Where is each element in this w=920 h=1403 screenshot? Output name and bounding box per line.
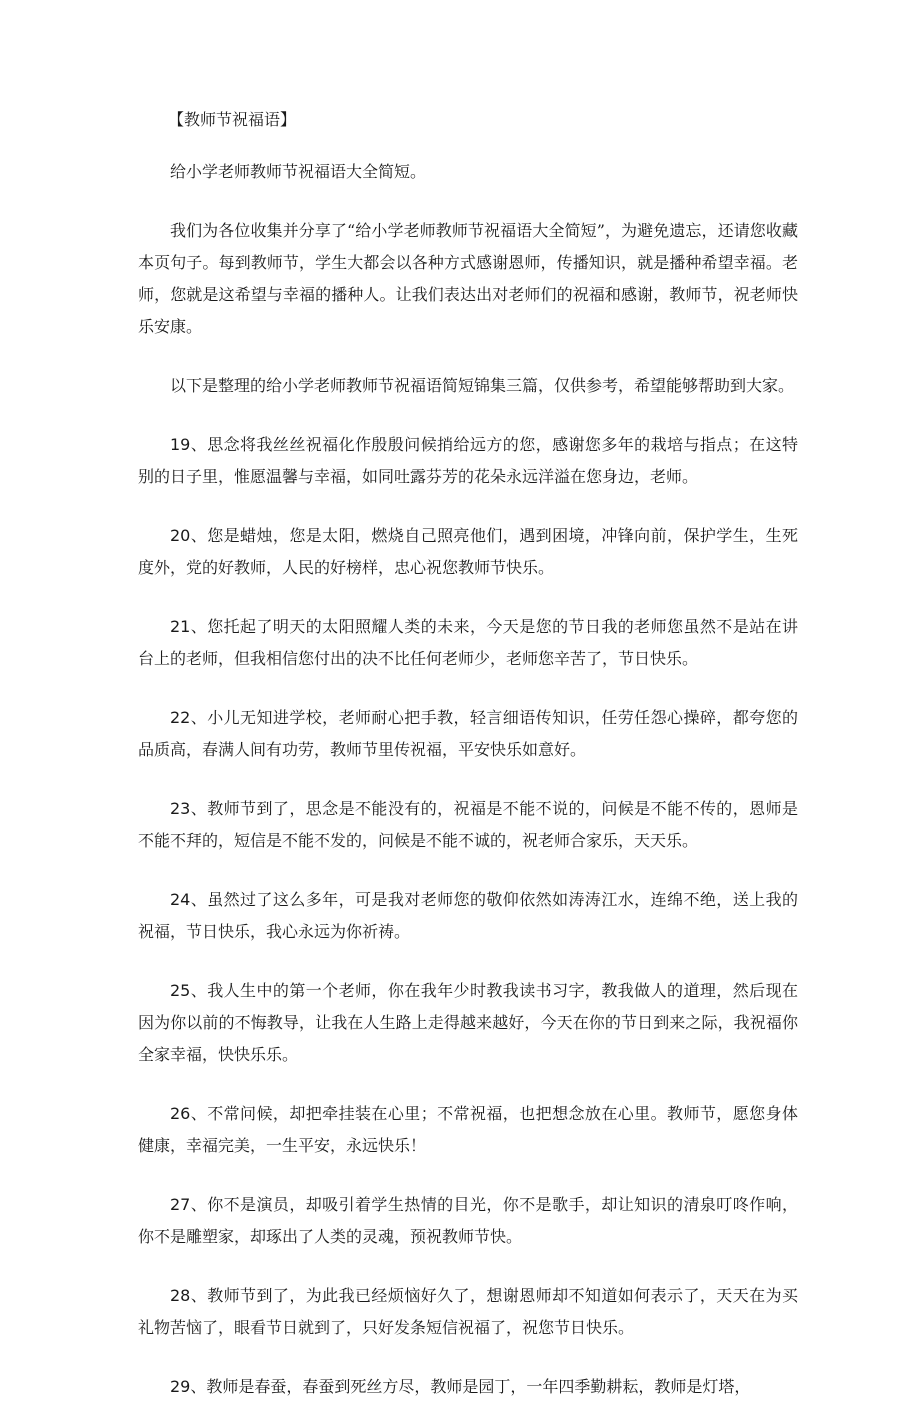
document-subtitle: 给小学老师教师节祝福语大全简短。 <box>170 162 427 181</box>
item-number: 23 <box>170 799 191 818</box>
document-heading: 【教师节祝福语】 <box>168 110 297 129</box>
blessing-item-25 <box>138 975 798 1071</box>
blessing-item-22 <box>138 702 798 766</box>
item-text: 、不常问候，却把牵挂装在心里；不常祝福，也把想念放在心里。教师节，愿您身体健康，幸福完美，一生平安，永远快乐！ <box>138 1104 798 1155</box>
document-body <box>138 104 798 1403</box>
item-number: 28 <box>170 1286 191 1305</box>
blessing-item-24 <box>138 884 798 948</box>
item-number: 20 <box>170 526 191 545</box>
blessing-item-26 <box>138 1098 798 1162</box>
item-text: 、思念将我丝丝祝福化作殷殷问候捎给远方的您，感谢您多年的栽培与指点；在这特别的日子里，惟愿温馨与幸福，如同吐露芬芳的花朵永远洋溢在您身边，老师。 <box>138 435 798 486</box>
item-text: 、您是蜡烛，您是太阳，燃烧自己照亮他们，遇到困境，冲锋向前，保护学生，生死度外，党的好教师，人民的好榜样，忠心祝您教师节快乐。 <box>138 526 798 577</box>
item-number: 22 <box>170 708 191 727</box>
item-number: 19 <box>170 435 191 454</box>
item-text: 、教师节到了，为此我已经烦恼好久了，想谢恩师却不知道如何表示了，天天在为买礼物苦恼了，眼看节日就到了，只好发条短信祝福了，祝您节日快乐。 <box>138 1286 798 1337</box>
item-text: 、小儿无知进学校，老师耐心把手教，轻言细语传知识，任劳任怨心操碎，都夸您的品质高，春满人间有功劳，教师节里传祝福，平安快乐如意好。 <box>138 708 798 759</box>
item-number: 27 <box>170 1195 191 1214</box>
item-text: 、您托起了明天的太阳照耀人类的未来，今天是您的节日我的老师您虽然不是站在讲台上的老师，但我相信您付出的决不比任何老师少，老师您辛苦了，节日快乐。 <box>138 617 798 668</box>
blessing-item-21 <box>138 611 798 675</box>
blessing-item-28 <box>138 1280 798 1344</box>
blessing-item-20 <box>138 520 798 584</box>
item-number: 26 <box>170 1104 191 1123</box>
blessing-item-23 <box>138 793 798 857</box>
item-number: 25 <box>170 981 191 1000</box>
item-text: 、我人生中的第一个老师，你在我年少时教我读书习字，教我做人的道理，然后现在因为你以前的不悔教导，让我在人生路上走得越来越好，今天在你的节日到来之际，我祝福你全家幸福，快快乐乐。 <box>138 981 798 1064</box>
item-text: 、教师是春蚕，春蚕到死丝方尽，教师是园丁，一年四季勤耕耘，教师是灯塔， <box>190 1377 751 1396</box>
item-number: 24 <box>170 890 191 909</box>
item-text: 、教师节到了，思念是不能没有的，祝福是不能不说的，问候是不能不传的，恩师是不能不拜的，短信是不能不发的，问候是不能不诚的，祝老师合家乐，天天乐。 <box>138 799 798 850</box>
intro-paragraph: 我们为各位收集并分享了“给小学老师教师节祝福语大全简短”，为避免遗忘，还请您收藏本页句子。每到教师节，学生大都会以各种方式感谢恩师，传播知识，就是播种希望幸福。老师，您就是这希望与幸福的播种人。让我们表达出对老师们的祝福和感谢，教师节，祝老师快乐安康。 <box>138 221 798 336</box>
lead-paragraph: 以下是整理的给小学老师教师节祝福语简短锦集三篇，仅供参考，希望能够帮助到大家。 <box>170 376 795 395</box>
blessing-item-29 <box>138 1371 798 1403</box>
item-number: 21 <box>170 617 191 636</box>
blessing-item-19 <box>138 429 798 493</box>
blessing-item-27 <box>138 1189 798 1253</box>
item-text: 、虽然过了这么多年，可是我对老师您的敬仰依然如涛涛江水，连绵不绝，送上我的祝福，节日快乐，我心永远为你祈祷。 <box>138 890 798 941</box>
item-text: 、你不是演员，却吸引着学生热情的目光，你不是歌手，却让知识的清泉叮咚作响，你不是雕塑家，却琢出了人类的灵魂，预祝教师节快。 <box>138 1195 798 1246</box>
item-number: 29 <box>170 1377 191 1396</box>
